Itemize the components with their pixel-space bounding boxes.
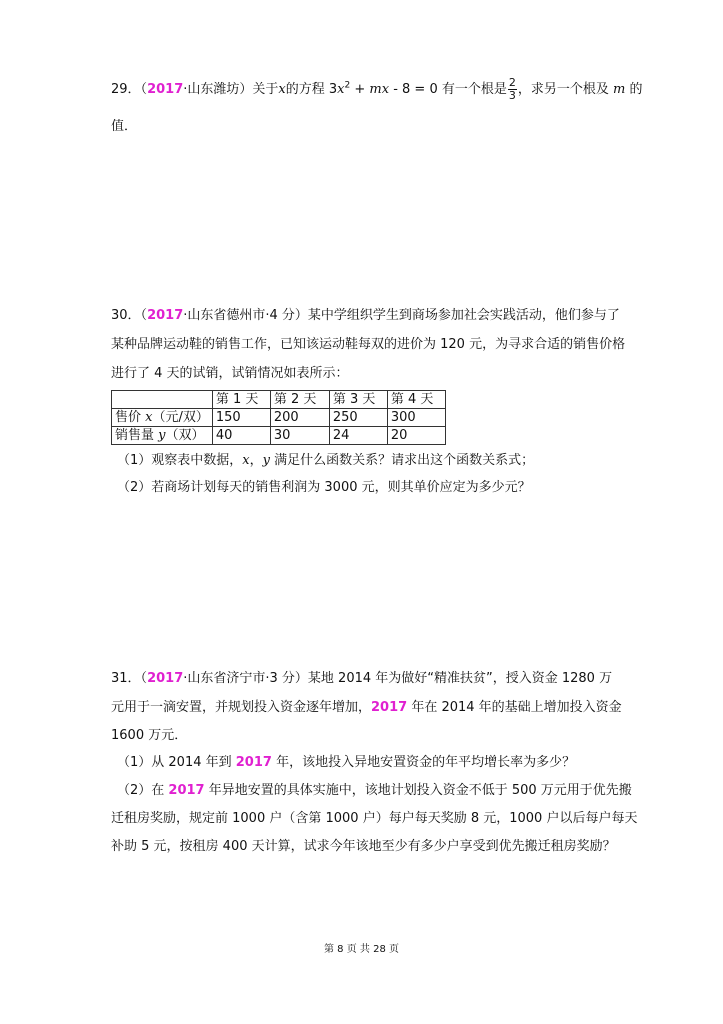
volume-label-b: （双） [165, 428, 205, 443]
table-row-label [112, 409, 213, 427]
q30-source-location: ·山东省德州市·4 分） [183, 308, 308, 323]
q29-source-location: ·山东潍坊） [183, 82, 253, 97]
price-label-b: （元/双） [152, 410, 209, 425]
table-header-cell: 第 2 天 [270, 391, 329, 409]
table-cell: 40 [212, 427, 270, 445]
price-label-a: 售价 [115, 410, 146, 425]
q30-part1-sep: ， [249, 453, 263, 468]
q29-text-4: - 8 = 0 有一个根是 [389, 82, 507, 97]
table-header-cell: 第 3 天 [329, 391, 387, 409]
q30-text-1: 某中学组织学生到商场参加社会实践活动，他们参与了 [307, 308, 620, 323]
table-row-price [112, 409, 446, 427]
q30-part1-text-b: 满足什么函数关系？请求出这个函数关系式； [270, 453, 535, 468]
q29-var-x2: x [337, 82, 345, 97]
q29-text-5: ，求另一个根及 [517, 82, 614, 97]
q30-sales-table [111, 390, 446, 445]
q31-number: 31． [111, 671, 141, 686]
q29-var-m2: m [613, 82, 626, 97]
q29-text-3: + [350, 82, 370, 97]
q31-line1 [111, 670, 612, 688]
table-row-label [112, 427, 213, 445]
q29-text-1: 关于 [252, 82, 279, 97]
q30-line1 [111, 307, 620, 325]
q30-line2: 某种品牌运动鞋的销售工作，已知该运动鞋每双的进价为 120 元，为寻求合适的销售价格 [111, 337, 626, 352]
q31-part2-line2: 迁租房奖励，规定前 1000 户（含第 1000 户）每户每天奖励 8 元，1000 户以后每户每天 [111, 811, 638, 826]
table-header-cell: 第 1 天 [212, 391, 270, 409]
price-var-x: x [145, 410, 153, 425]
q29-fraction [508, 77, 517, 102]
q31-line3: 1600 万元． [111, 728, 188, 743]
q29-source-year: 2017 [147, 82, 184, 97]
volume-var-y: y [158, 428, 166, 443]
q31-part2-text-a: （2）在 [117, 783, 169, 798]
q31-source-year: 2017 [147, 671, 184, 686]
q31-part1-year: 2017 [235, 755, 272, 770]
table-header-cell [112, 391, 213, 409]
q31-part2-text-b: 年异地安置的具体实施中，该地计划投入资金不低于 500 万元用于优先搬 [204, 783, 632, 798]
q29-line1 [111, 77, 642, 102]
q29-var-x: x [278, 82, 286, 97]
q31-line2 [111, 699, 622, 717]
q30-part1-text-a: （1）观察表中数据， [117, 453, 243, 468]
table-cell: 30 [270, 427, 329, 445]
q30-source-year: 2017 [147, 308, 184, 323]
q29-var-x3: x [381, 82, 390, 97]
q30-source-open: （ [140, 308, 148, 323]
q31-part2-line3: 补助 5 元，按租房 400 天计算，试求今年该地至少有多少户享受到优先搬迁租房奖励？ [111, 839, 616, 854]
q29-text-6: 的 [625, 82, 643, 97]
q31-part2-year: 2017 [168, 783, 205, 798]
table-cell: 200 [270, 409, 329, 427]
q30-part1-var-y: y [262, 453, 270, 468]
table-cell: 300 [387, 409, 445, 427]
q29-number: 29． [111, 82, 141, 97]
q31-part2 [117, 782, 632, 800]
table-header-row [112, 391, 446, 409]
page-footer: 第 8 页 共 28 页 [324, 944, 399, 955]
q31-part1-text-b: 年，该地投入异地安置资金的年平均增长率为多少？ [271, 755, 576, 770]
q29-exponent: 2 [344, 80, 351, 91]
q29-text-2: 的方程 3 [285, 82, 338, 97]
q31-line2-text-a: 元用于一滴安置，并规划投入资金逐年增加， [111, 700, 372, 715]
q29-fraction-numerator: 2 [508, 76, 516, 89]
q30-part1-var-x: x [242, 453, 250, 468]
table-cell: 150 [212, 409, 270, 427]
q30-part2: （2）若商场计划每天的销售利润为 3000 元，则其单价应定为多少元？ [117, 480, 531, 495]
table-cell: 250 [329, 409, 387, 427]
q31-text-1: 某地 2014 年为做好“精准扶贫”，授入资金 1280 万 [307, 671, 613, 686]
table-row-volume [112, 427, 446, 445]
q31-line2-year: 2017 [371, 700, 408, 715]
table-cell: 20 [387, 427, 445, 445]
volume-label-a: 销售量 [115, 428, 159, 443]
q29-var-m: m [369, 82, 382, 97]
q30-part1 [117, 452, 534, 470]
q31-part1-text-a: （1）从 2014 年到 [117, 755, 236, 770]
table-cell: 24 [329, 427, 387, 445]
q30-line3: 进行了 4 天的试销，试销情况如表所示： [111, 366, 349, 381]
q29-line2: 值． [111, 119, 138, 134]
q29-fraction-denominator: 3 [508, 89, 516, 102]
q29-source-open: （ [140, 82, 148, 97]
q31-source-open: （ [140, 671, 148, 686]
table-header-cell: 第 4 天 [387, 391, 445, 409]
q31-line2-text-b: 年在 2014 年的基础上增加投入资金 [407, 700, 622, 715]
q31-source-location: ·山东省济宁市·3 分） [183, 671, 308, 686]
q30-number: 30． [111, 308, 141, 323]
q31-part1 [117, 754, 575, 772]
